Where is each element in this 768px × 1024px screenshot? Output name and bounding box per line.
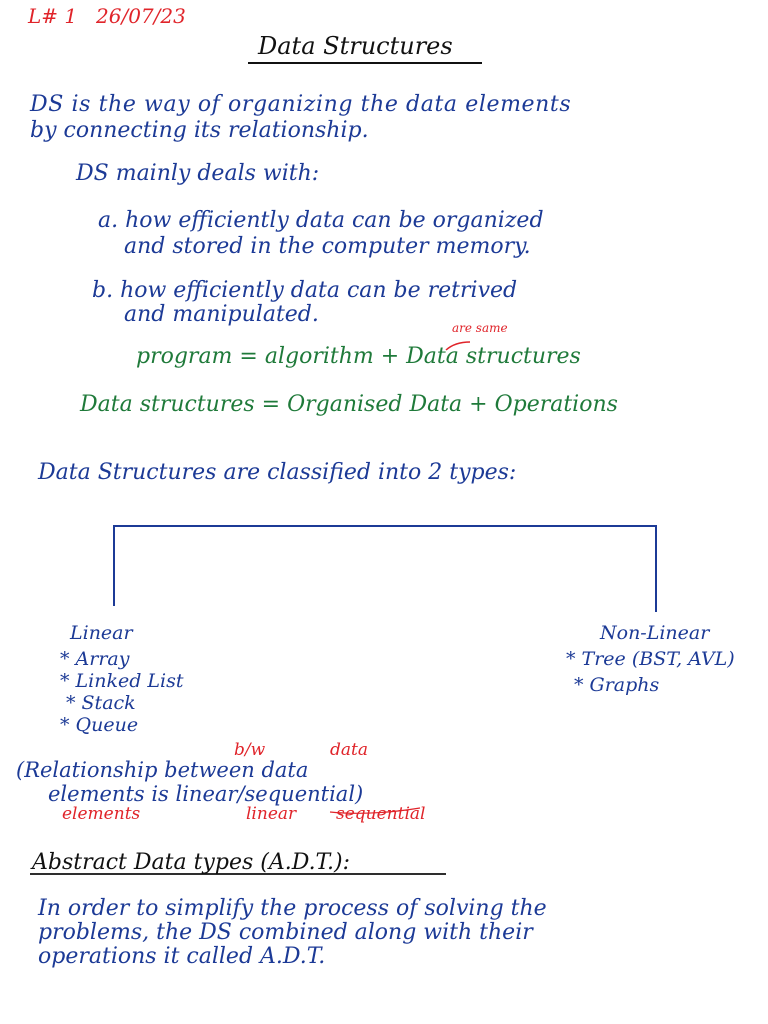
point-b-line-1: b. how efficiently data can be retrived xyxy=(92,278,518,303)
note-linear: linear xyxy=(246,804,297,824)
adt-line-3: operations it called A.D.T. xyxy=(38,944,326,969)
linear-item-array: * Array xyxy=(60,648,130,670)
point-a-line-1: a. how efficiently data can be organized xyxy=(98,208,544,233)
classification-bracket xyxy=(114,526,656,612)
relationship-line-1: (Relationship between data xyxy=(16,758,309,782)
lecture-date: 26/07/23 xyxy=(96,4,186,28)
note-sequential: sequential xyxy=(336,804,426,824)
nonlinear-title: Non-Linear xyxy=(600,622,710,644)
program-formula: program = algorithm + Data structures xyxy=(136,344,581,369)
relationship-line-2: elements is linear/sequential) xyxy=(48,782,364,806)
note-data: data xyxy=(330,740,368,760)
same-annotation-arrow xyxy=(446,342,470,350)
note-bw: b/w xyxy=(234,740,266,760)
adt-line-2: problems, the DS combined along with their xyxy=(38,920,533,945)
intro-line-2: by connecting its relationship. xyxy=(30,118,369,143)
intro-line-1: DS is the way of organizing the data elements xyxy=(30,92,572,117)
linear-title: Linear xyxy=(70,622,133,644)
same-annotation: are same xyxy=(452,321,508,335)
page-title: Data Structures xyxy=(258,32,453,60)
adt-line-1: In order to simplify the process of solving the xyxy=(38,896,547,921)
point-a-line-2: and stored in the computer memory. xyxy=(124,234,531,259)
lecture-number: L# 1 xyxy=(28,4,78,28)
point-b-line-2: and manipulated. xyxy=(124,302,319,327)
adt-heading: Abstract Data types (A.D.T.): xyxy=(32,850,350,875)
linear-item-linked-list: * Linked List xyxy=(60,670,184,692)
deals-heading: DS mainly deals with: xyxy=(76,161,320,186)
note-elements: elements xyxy=(62,804,141,824)
linear-item-stack: * Stack xyxy=(66,692,136,714)
classification-heading: Data Structures are classified into 2 types: xyxy=(38,460,517,485)
nonlinear-item-graphs: * Graphs xyxy=(574,674,660,696)
linear-item-queue: * Queue xyxy=(60,714,139,736)
relationship-underline xyxy=(330,808,420,813)
nonlinear-item-tree: * Tree (BST, AVL) xyxy=(566,648,735,670)
ds-formula: Data structures = Organised Data + Operations xyxy=(80,392,618,417)
